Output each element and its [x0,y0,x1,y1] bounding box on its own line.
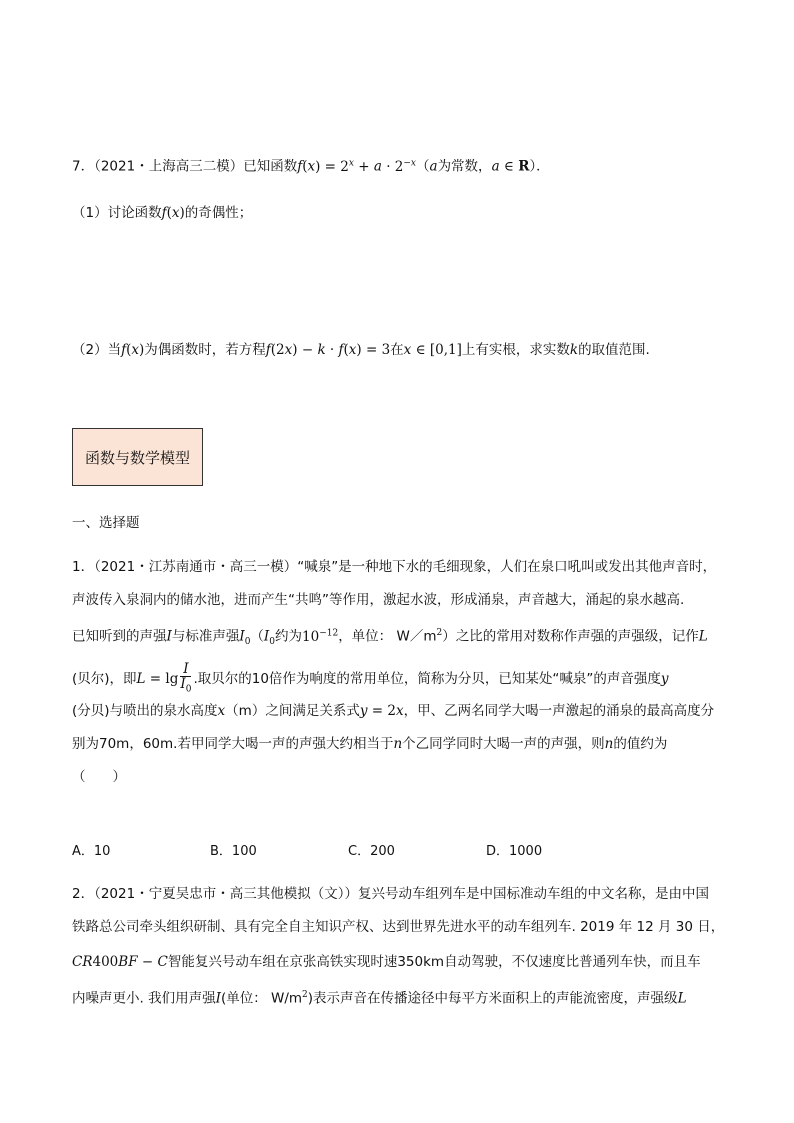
q7-part2: （2）当f(x)为偶函数时，若方程f(2x) − k · f(x) = 3在x ∈ [0,1]上有实根，求实数k的取值范围. [72,342,650,358]
q1-answer-blank: （ ） [72,769,126,785]
q2-line-3: CR400BF − C智能复兴号动车组在京张高铁实现时速350km自动驾驶，不仅速度比普通列车快，而且车 [72,954,701,970]
section-title: 函数与数学模型 [84,448,190,467]
q2-train-model: CR [72,954,93,970]
section-header-box [72,428,203,486]
q7-stem: 7．（2021・上海高三二模）已知函数$f(x) = 2^x + a \cdot 2^{-x}(a$为常数，a ∈ R）． [72,158,550,175]
subsection-title: 一、选择题 [72,515,140,531]
q1-line-1: 1．（2021・江苏南通市・高三一模）“喊泉”是一种地下水的毛细现象，人们在泉口吼叫或发出其他声音时， [72,559,717,575]
q1-options [72,840,624,859]
q2-line-1: 2．（2021・宁夏吴忠市・高三其他模拟（文））复兴号动车组列车是中国标准动车组的中文名称，是由中国 [72,886,709,902]
q1-fraction: $\frac{I}{I_0}$ [180,660,192,695]
q2-line-2: 铁路总公司牵头组织研制、具有完全自主知识产权、达到世界先进水平的动车组列车. 2019 年 12 月 30 日， [72,919,725,935]
q7-function-expression: f [297,158,303,175]
q1-option-c[interactable]: C．200 [348,844,395,859]
q1-line-5: (分贝)与喷出的泉水高度x（m）之间满足关系式y = 2x，甲、乙两名同学大喝一声激起的涌泉的最高高度分 [72,703,715,719]
q1-line-6: 别为70m，60m.若甲同学大喝一声的声强大约相当于n个乙同学同时大喝一声的声强，则n的值约为 [72,736,668,752]
q1-line-4: (贝尔)，即 L = lg $\frac{I}{I_0}$ .取贝尔的10倍作为响度的常用单位，简称为分贝，已知某处“喊泉”的声音强度 y [72,660,669,695]
q1-option-a[interactable]: A．10 [72,844,111,859]
q7-part1: （1）讨论函数f(x)的奇偶性； [72,205,253,221]
q1-line-3: 已知听到的声强I与标准声强$I_0(I_0$约为$10^{-12}$，单位： $W/m^2$）之比的常用对数称作声强的声强级，记作L [72,628,708,648]
q1-option-d[interactable]: D．1000 [486,844,543,859]
q1-line-2: 声波传入泉洞内的储水池，进而产生“共鸣”等作用，激起水波，形成涌泉，声音越大，涌起的泉水越高. [72,592,685,608]
q2-line-4: 内噪声更小. 我们用声强I(单位： $W/m^2$)表示声音在传播途径中每平方米面积上的声能流密度，声强级L [72,990,687,1007]
q1-option-b[interactable]: B．100 [210,844,257,859]
